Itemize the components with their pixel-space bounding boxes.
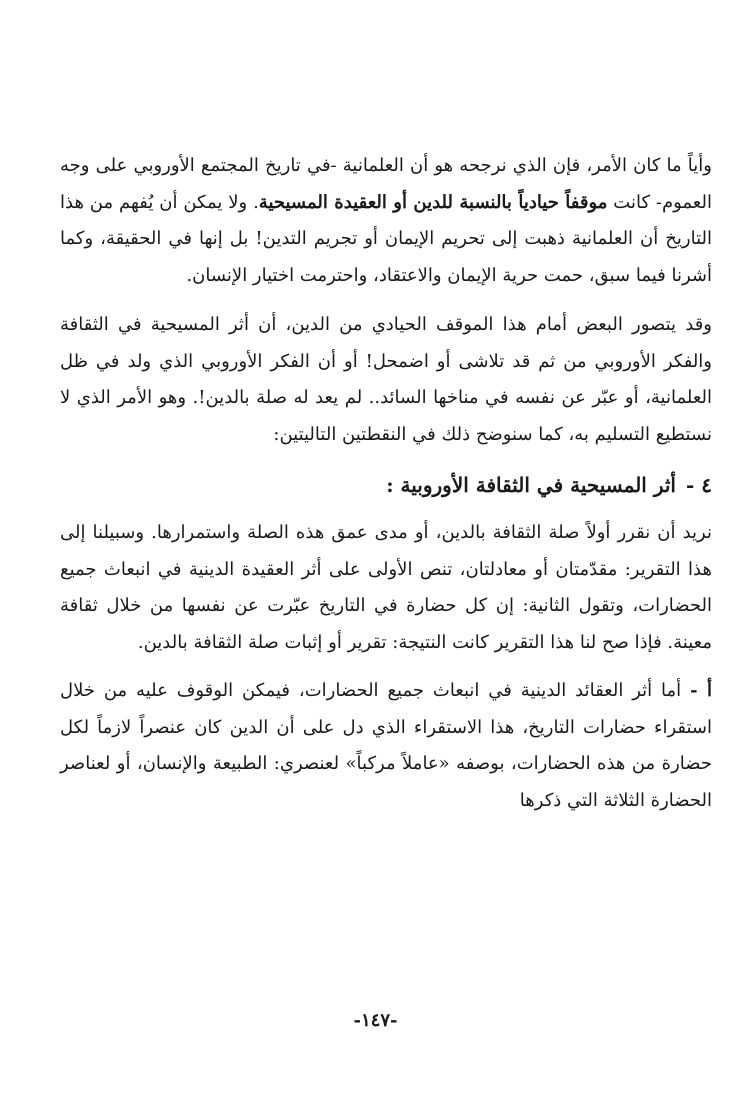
section-title: أثر المسيحية في الثقافة الأوروبية : [386,473,676,497]
paragraph-text: وقد يتصور البعض أمام هذا الموقف الحيادي من الدين، أن أثر المسيحية في الثقافة والفكر الأوروبي من ثم قد تلاشى أو اضمحل! أو أن الفكر الأوروبي الذي ولد في ظل العلمانية، أو عبّر عن نفسه في مناخها السائد.. لم يعد له صلة بالدين!. وهو الأمر الذي لا نستطيع التسليم به، كما سنوضح ذلك في النقطتين التاليتين: [60,314,712,445]
section-number: ٤ - [685,473,712,497]
page-number: -١٤٧- [353,1010,398,1031]
paragraph-christian-influence [60,307,712,453]
paragraph-secularism-neutrality [60,148,712,294]
sub-item-letter: أ - [690,680,712,701]
section-heading [60,467,712,503]
paragraph-text: أما أثر العقائد الدينية في انبعاث جميع الحضارات، فيمكن الوقوف عليه من خلال استقراء حضارات التاريخ، هذا الاستقراء الذي دل على أن الدين كان عنصراً لازماً لكل حضارة من هذه الحضارات، بوصفه «عاملاً مركباً» لعنصري: الطبيعة والإنسان، أو لعناصر الحضارة الثلاثة التي ذكرها [60,680,712,811]
paragraph-culture-religion [60,515,712,661]
paragraph-text: وأياً ما كان الأمر، فإن الذي نرجحه هو أن العلمانية -في تاريخ المجتمع الأوروبي على وجه العموم- كانت [60,155,712,213]
page-body [60,148,712,819]
bold-phrase: موقفاً حيادياً بالنسبة للدين أو العقيدة المسيحية [258,191,608,213]
paragraph-text: . ولا يمكن أن يُفهم من هذا التاريخ أن العلمانية ذهبت إلى تحريم الإيمان أو تجريم التدين! بل إنها في الحقيقة، وكما أشرنا فيما سبق، حمت حرية الإيمان والاعتقاد، واحترمت اختيار الإنسان. [60,191,712,286]
paragraph-text: نريد أن نقرر أولاً صلة الثقافة بالدين، أو مدى عمق هذه الصلة واستمرارها. وسبيلنا إلى هذا التقرير: مقدّمتان أو معادلتان، تنص الأولى على أثر العقيدة الدينية في انبعاث جميع الحضارات، وتقول الثانية: إن كل حضارة في التاريخ عبّرت عن نفسها من خلال ثقافة معينة. فإذا صح لنا هذا التقرير كانت النتيجة: تقرير أو إثبات صلة الثقافة بالدين. [60,522,712,653]
paragraph-religious-beliefs [60,673,712,819]
